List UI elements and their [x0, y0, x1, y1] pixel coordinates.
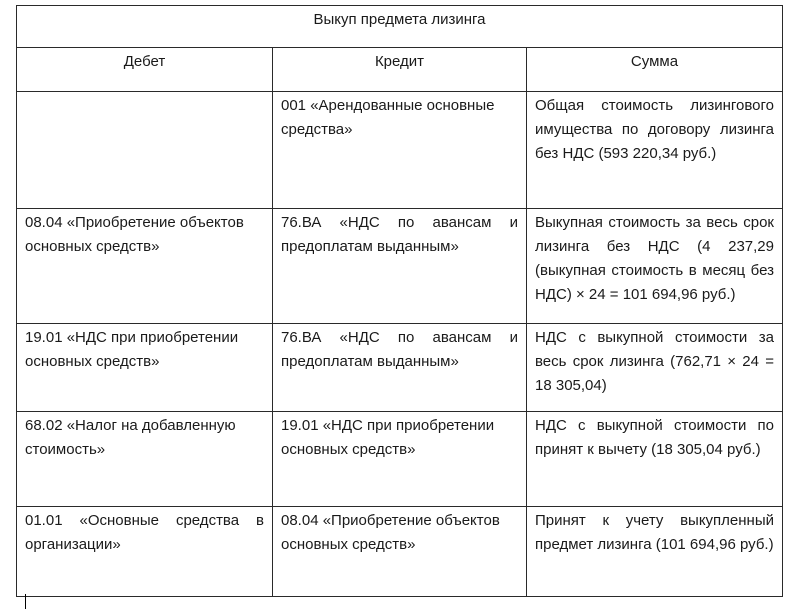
table-header-row	[17, 48, 783, 92]
amount-cell: НДС с выкупной стоимости за весь срок лизинга (762,71 × 24 = 18 305,04)	[527, 324, 783, 412]
table-row	[17, 92, 783, 209]
table-title: Выкуп предмета лизинга	[17, 6, 783, 48]
leasing-buyout-table	[16, 5, 783, 597]
text-cursor	[25, 594, 26, 609]
debit-cell: 19.01 «НДС при приобретении основных средств»	[17, 324, 273, 412]
header-credit: Кредит	[273, 48, 527, 92]
credit-cell: 76.ВА «НДС по авансам и предоплатам выданным»	[273, 324, 527, 412]
table-title-row	[17, 6, 783, 48]
table-row	[17, 209, 783, 324]
table-row	[17, 507, 783, 597]
debit-cell	[17, 92, 273, 209]
credit-cell: 08.04 «Приобретение объектов основных средств»	[273, 507, 527, 597]
header-debit: Дебет	[17, 48, 273, 92]
debit-cell: 08.04 «Приобретение объектов основных средств»	[17, 209, 273, 324]
credit-cell: 001 «Арендованные основные средства»	[273, 92, 527, 209]
table-row	[17, 412, 783, 507]
credit-cell: 19.01 «НДС при приобретении основных средств»	[273, 412, 527, 507]
debit-cell: 68.02 «Налог на добавленную стоимость»	[17, 412, 273, 507]
amount-cell: Выкупная стоимость за весь срок лизинга без НДС (4 237,29 (выкупная стоимость в месяц без НДС) × 24 = 101 694,96 руб.)	[527, 209, 783, 324]
debit-cell: 01.01 «Основные средства в организации»	[17, 507, 273, 597]
credit-cell: 76.ВА «НДС по авансам и предоплатам выданным»	[273, 209, 527, 324]
header-amount: Сумма	[527, 48, 783, 92]
amount-cell: Общая стоимость лизингового имущества по договору лизинга без НДС (593 220,34 руб.)	[527, 92, 783, 209]
table-row	[17, 324, 783, 412]
amount-cell: НДС с выкупной стоимости по принят к вычету (18 305,04 руб.)	[527, 412, 783, 507]
amount-cell: Принят к учету выкупленный предмет лизинга (101 694,96 руб.)	[527, 507, 783, 597]
